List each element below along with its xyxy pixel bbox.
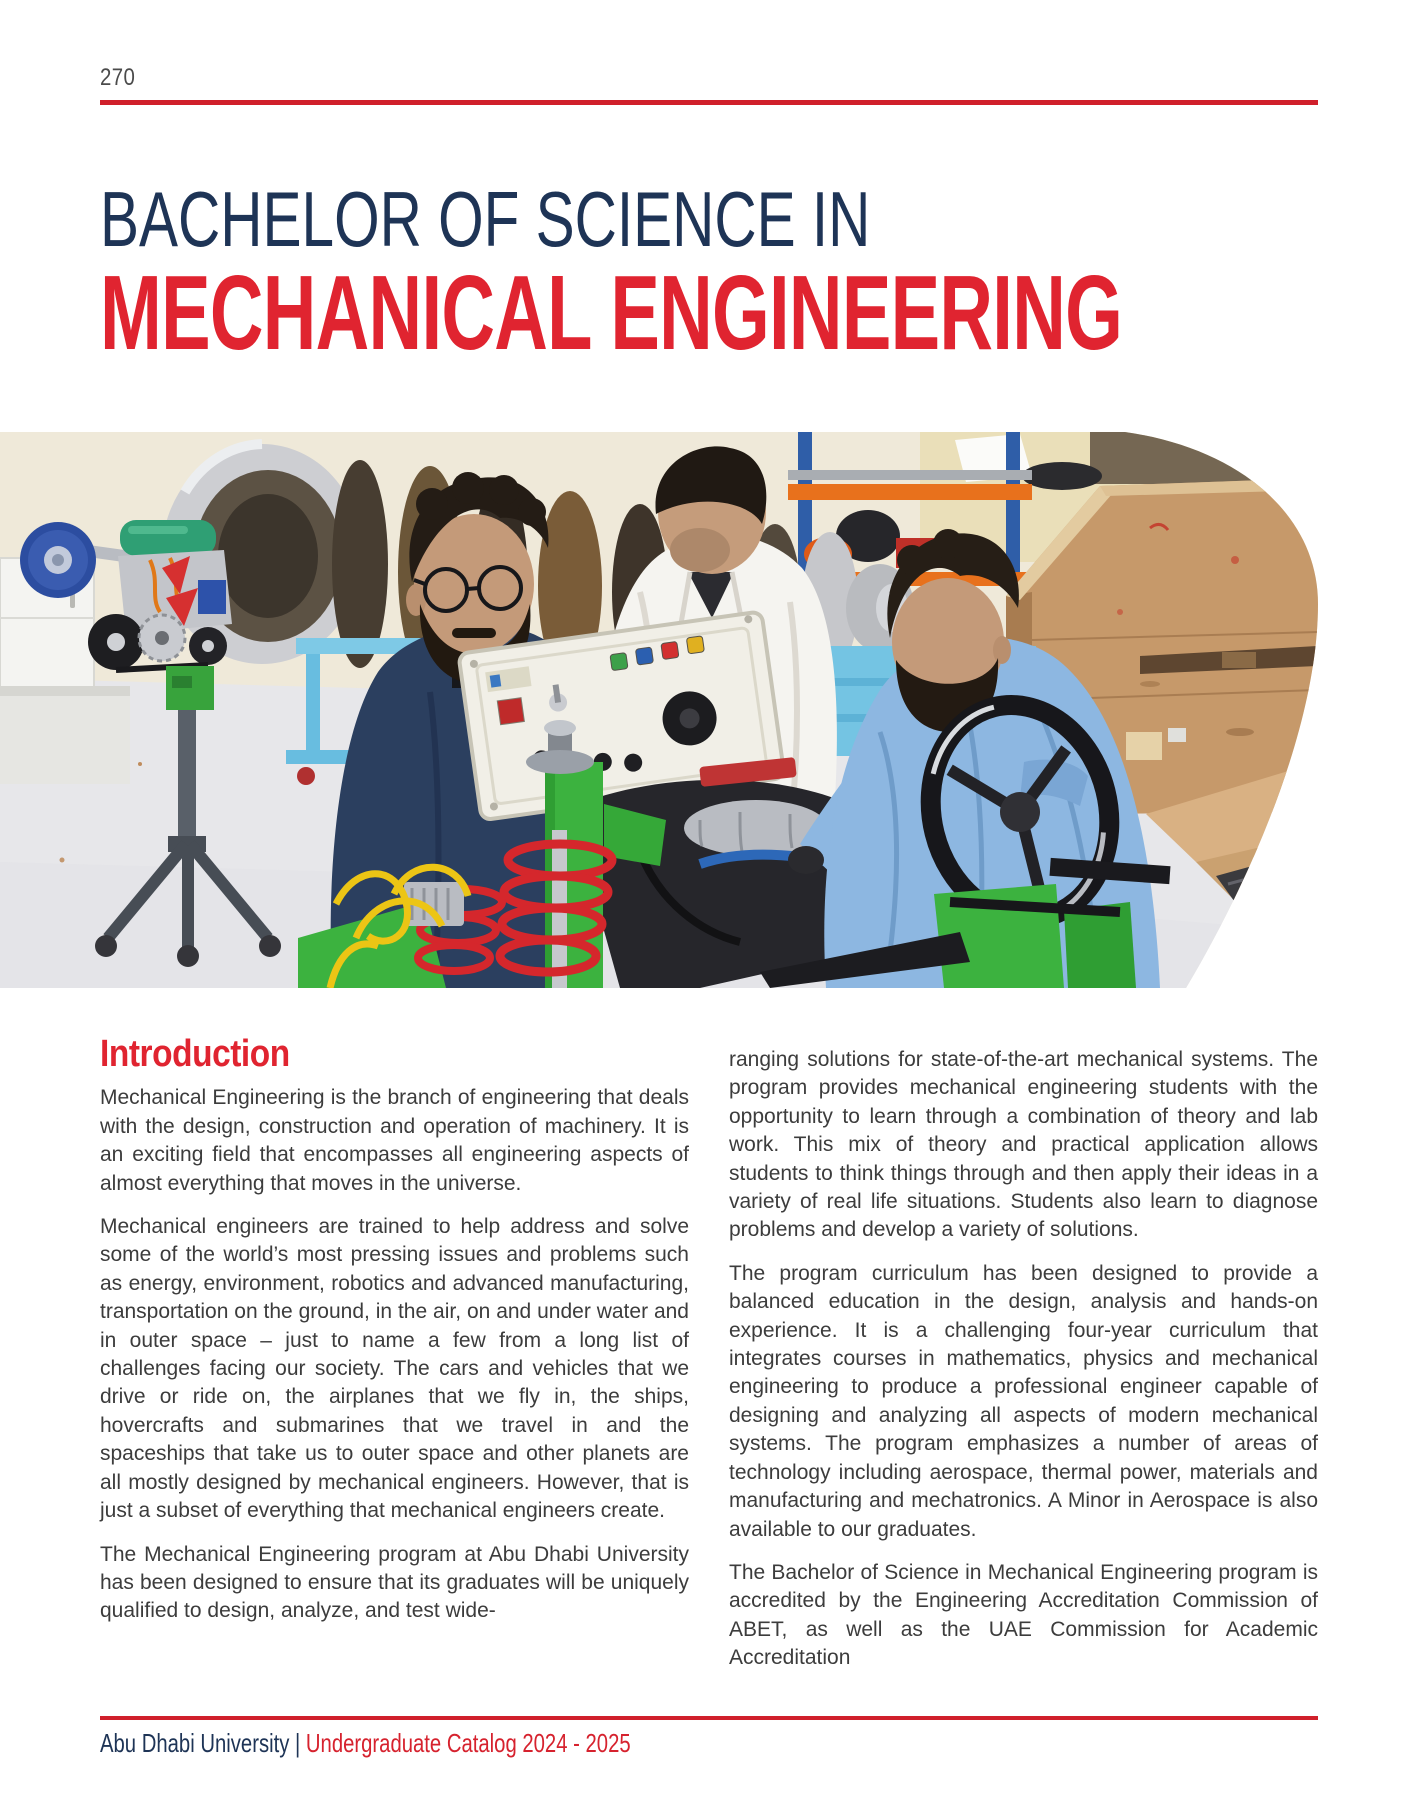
header-rule (100, 100, 1318, 105)
footer-rule (100, 1716, 1318, 1720)
page-number: 270 (100, 64, 136, 91)
intro-paragraph: The Bachelor of Science in Mechanical Engineering program is accredited by the Engineering Accreditation Commission of ABET, as well as the UAE Commission for Academic Accreditation (729, 1560, 1318, 1670)
intro-left-column (100, 1033, 689, 1641)
intro-paragraph: ranging solutions for state-of-the-art mechanical systems. The program provides mechanical engineering students with the opportunity to learn through a combination of theory and lab work. This mix of theory and practical application allows students to think things through and then apply their ideas in a variety of real life situations. Students also learn to diagnose problems and develop a variety of solutions. (729, 1048, 1318, 1242)
footer-catalog: Undergraduate Catalog 2024 - 2025 (305, 1728, 631, 1758)
page-title (100, 175, 1418, 372)
intro-right-column (729, 1046, 1318, 1688)
footer-university: Abu Dhabi University (100, 1728, 290, 1758)
degree-title: BACHELOR OF SCIENCE IN (100, 175, 871, 263)
program-photo (0, 432, 1318, 988)
program-title: MECHANICAL ENGINEERING (100, 254, 1123, 372)
footer-separator: | (289, 1728, 306, 1758)
intro-paragraph: The program curriculum has been designed to provide a balanced education in the design, analysis and hands-on experience. It is a challenging four-year curriculum that integrates courses in mathematics, physics and mechanical engineering to produce a professional engineer capable of designing and analyzing all aspects of modern mechanical systems. The program emphasizes a number of areas of technology including aerospace, thermal power, materials and manufacturing and mechatronics. A Minor in Aerospace is also available to our graduates. (729, 1261, 1318, 1541)
footer (100, 1728, 631, 1759)
program-photo-illustration (0, 432, 1318, 988)
intro-paragraph: Mechanical engineers are trained to help address and solve some of the world’s most pressing issues and problems such as energy, environment, robotics and advanced manufacturing, transportation on the ground, in the air, on and under water and in outer space – just to name a few from a long list of challenges facing our society. The cars and vehicles that we drive or ride on, the airplanes that we fly in, the ships, hovercrafts and submarines that we travel in and the spaceships that take us to outer space and other planets are all mostly designed by mechanical engineers. However, that is just a subset of everything that mechanical engineers create. (100, 1215, 689, 1523)
introduction-heading: Introduction (100, 1033, 290, 1075)
intro-paragraph: Mechanical Engineering is the branch of engineering that deals with the design, construction and operation of machinery. It is an exciting field that encompasses all engineering aspects of almost everything that moves in the universe. (100, 1086, 689, 1195)
intro-paragraph: The Mechanical Engineering program at Abu Dhabi University has been designed to ensure that its graduates will be uniquely qualified to design, analyze, and test wide- (100, 1542, 689, 1623)
